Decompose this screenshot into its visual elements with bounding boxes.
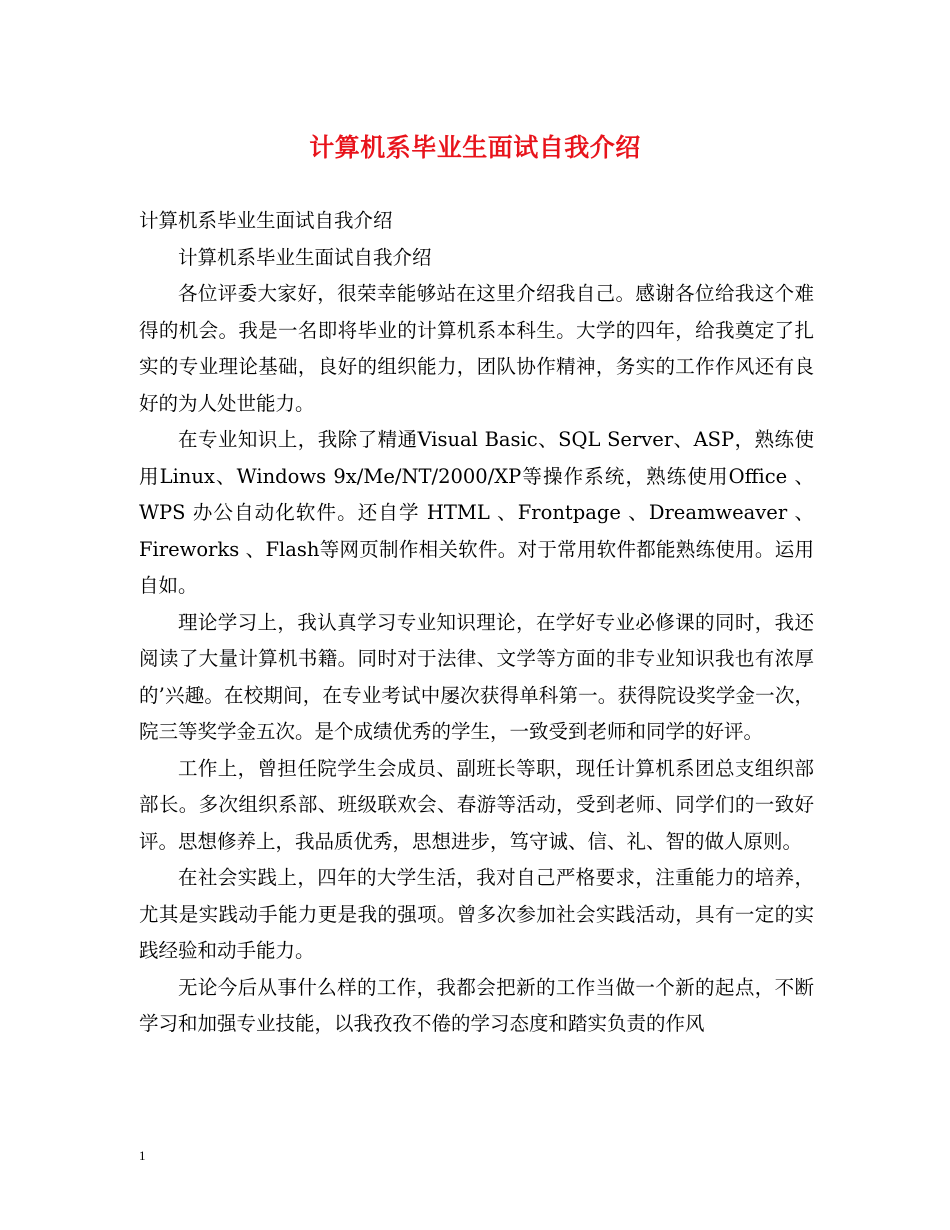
paragraph-future-work: 无论今后从事什么样的工作，我都会把新的工作当做一个新的起点，不断学习和加强专业技能，以我孜孜不倦的学习态度和踏实负责的作风 bbox=[139, 975, 814, 1035]
body-heading-line: 计算机系毕业生面试自我介绍 bbox=[139, 209, 393, 232]
document-title: 计算机系毕业生面试自我介绍 bbox=[309, 133, 641, 162]
paragraph-theory-study: 理论学习上，我认真学习专业知识理论，在学好专业必修课的同时，我还阅读了大量计算机书籍。同时对于法律、文学等方面的非专业知识我也有浓厚的’兴趣。在校期间，在专业考试中屡次获得单科第一。获得院设奖学金一次，院三等奖学金五次。是个成绩优秀的学生，一致受到老师和同学的好评。 bbox=[139, 610, 814, 743]
paragraph-social-practice: 在社会实践上，四年的大学生活，我对自己严格要求，注重能力的培养，尤其是实践动手能力更是我的强项。曾多次参加社会实践活动，具有一定的实践经验和动手能力。 bbox=[139, 866, 814, 962]
body-subheading-line: 计算机系毕业生面试自我介绍 bbox=[178, 245, 432, 269]
document-body bbox=[139, 203, 814, 1043]
page-number: 1 bbox=[139, 1148, 146, 1163]
paragraph-greeting: 各位评委大家好，很荣幸能够站在这里介绍我自己。感谢各位给我这个难得的机会。我是一名即将毕业的计算机系本科生。大学的四年，给我奠定了扎实的专业理论基础，良好的组织能力，团队协作精神，务实的工作作风还有良好的为人处世能力。 bbox=[139, 282, 814, 415]
paragraph-professional-skills: 在专业知识上，我除了精通Visual Basic、SQL Server、ASP，熟练使用Linux、Windows 9x/Me/NT/2000/XP等操作系统，熟练使用Office 、 WPS 办公自动化软件。还自学 HTML 、Frontpage 、Dreamweaver 、Fireworks 、Flash等网页制作相关软件。对于常用软件都能熟练使用。运用自如。 bbox=[139, 428, 814, 597]
paragraph-work-experience: 工作上，曾担任院学生会成员、副班长等职，现任计算机系团总支组织部部长。多次组织系部、班级联欢会、春游等活动，受到老师、同学们的一致好评。思想修养上，我品质优秀，思想进步，笃守诚、信、礼、智的做人原则。 bbox=[139, 756, 814, 853]
